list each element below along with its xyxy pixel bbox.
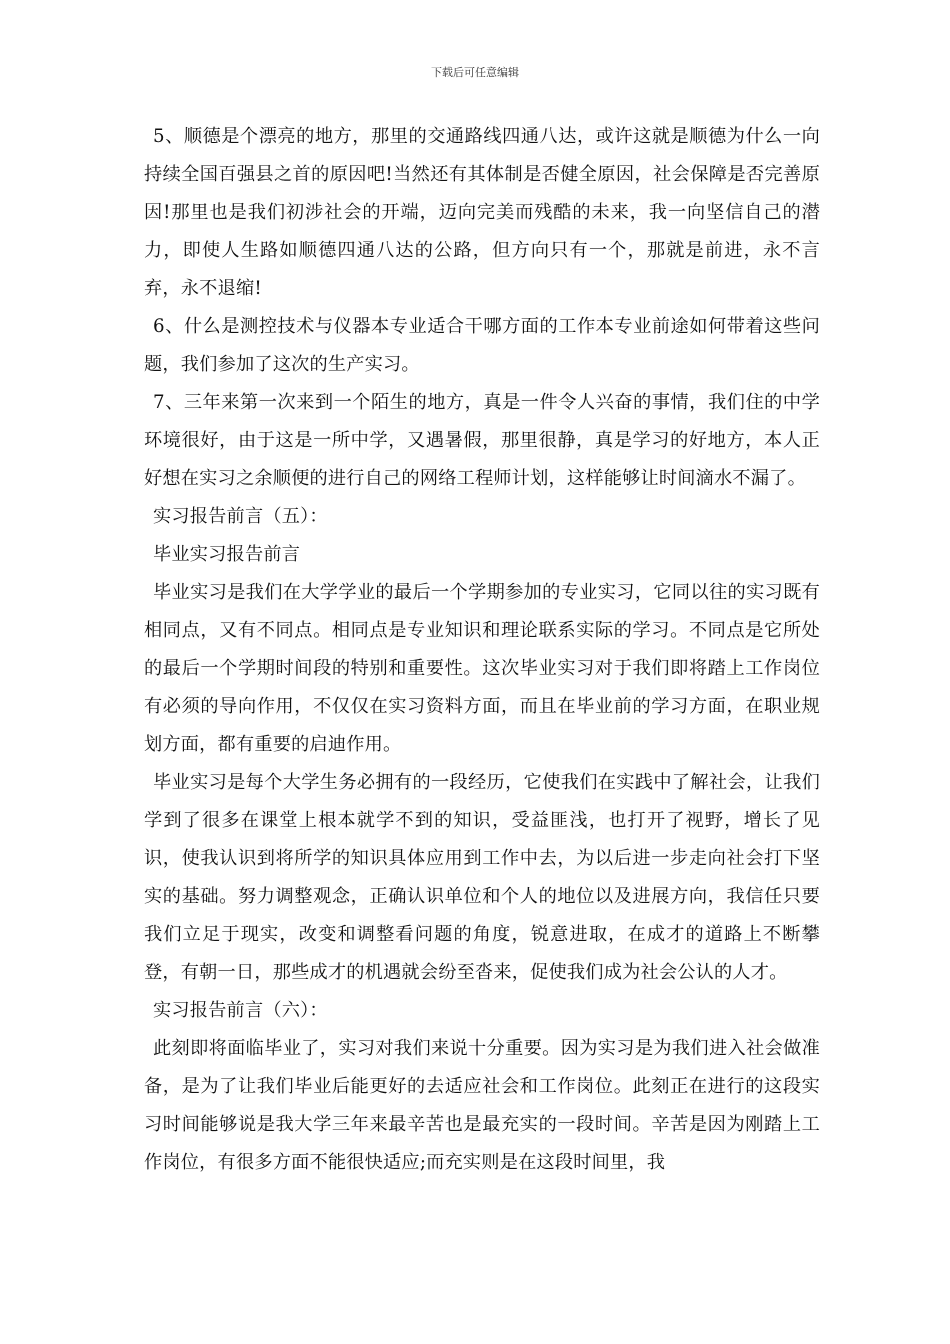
paragraph-graduation-experience: 毕业实习是每个大学生务必拥有的一段经历，它使我们在实践中了解社会，让我们学到了很多在课堂上根本就学不到的知识，受益匪浅，也打开了视野，增长了见识，使我认识到将所学的知识具体应用到工作中去，为以后进一步走向社会打下坚实的基础。努力调整观念，正确认识单位和个人的地位以及进展方向，我信任只要我们立足于现实，改变和调整看问题的角度，锐意进取，在成才的道路上不断攀登，有朝一日，那些成才的机遇就会纷至沓来，促使我们成为社会公认的人才。 (144, 772, 820, 983)
paragraph-internship-importance: 此刻即将面临毕业了，实习对我们来说十分重要。因为实习是为我们进入社会做准备，是为了让我们毕业后能更好的去适应社会和工作岗位。此刻正在进行的这段实习时间能够说是我大学三年来最辛苦也是最充实的一段时间。辛苦是因为刚踏上工作岗位，有很多方面不能很快适应;而充实则是在这段时间里，我 (144, 1038, 820, 1173)
section-heading-5: 实习报告前言（五）： (153, 506, 328, 527)
document-body (144, 118, 820, 1182)
paragraph-item-6: 6、什么是测控技术与仪器本专业适合干哪方面的工作本专业前途如何带着这些问题，我们参加了这次的生产实习。 (144, 316, 820, 375)
section-subtitle: 毕业实习报告前言 (153, 544, 301, 565)
paragraph-graduation-intro: 毕业实习是我们在大学学业的最后一个学期参加的专业实习，它同以往的实习既有相同点，又有不同点。相同点是专业知识和理论联系实际的学习。不同点是它所处的最后一个学期时间段的特别和重要性。这次毕业实习对于我们即将踏上工作岗位有必须的导向作用，不仅仅在实习资料方面，而且在毕业前的学习方面，在职业规划方面，都有重要的启迪作用。 (144, 582, 820, 755)
paragraph-item-7: 7、三年来第一次来到一个陌生的地方，真是一件令人兴奋的事情，我们住的中学环境很好，由于这是一所中学，又遇暑假，那里很静，真是学习的好地方，本人正好想在实习之余顺便的进行自己的网络工程师计划，这样能够让时间滴水不漏了。 (144, 392, 820, 489)
section-heading-6: 实习报告前言（六）： (153, 1000, 328, 1021)
paragraph-item-5: 5、顺德是个漂亮的地方，那里的交通路线四通八达，或许这就是顺德为什么一向持续全国百强县之首的原因吧!当然还有其体制是否健全原因，社会保障是否完善原因!那里也是我们初涉社会的开端，迈向完美而残酷的未来，我一向坚信自己的潜力，即使人生路如顺德四通八达的公路，但方向只有一个，那就是前进，永不言弃，永不退缩! (144, 126, 820, 299)
page-header: 下载后可任意编辑 (431, 66, 519, 79)
